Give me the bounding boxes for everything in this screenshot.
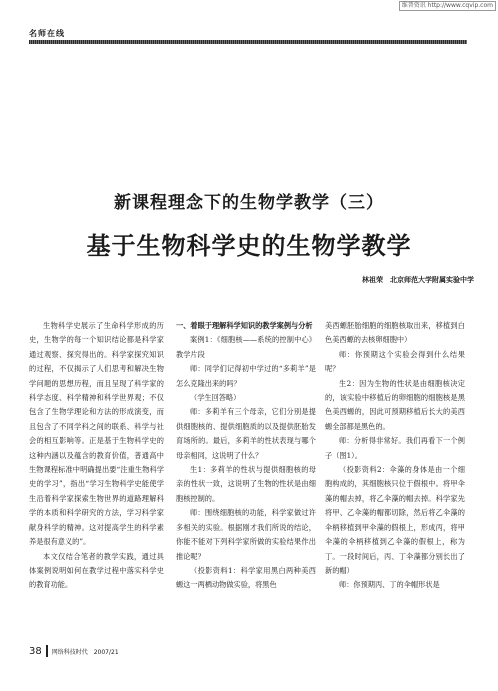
paragraph: 师：同学们记得初中学过的“多莉羊”是怎么克隆出来的吗？ [176, 364, 316, 388]
paragraph: 师：多莉羊有三个母亲，它们分别是提供细胞核的、提供细胞质的以及提供胚胎发育场所的。最后，多莉羊的性状表现与哪个母亲相同，这说明了什么？ [176, 407, 316, 460]
paragraph: 生1：多莉羊的性状与提供细胞核的母亲的性状一致，这说明了生物的性状是由细胞核控制的。 [176, 465, 316, 503]
watermark: 维普资讯 http://www.cqvip.com [399, 1, 496, 11]
header-divider [29, 40, 467, 44]
paragraph: （投影资料2：伞藻的身体是由一个细胞构成的，其细胞核只位于假根中。将甲伞藻的帽去掉，将乙伞藻的帽去掉。科学家先将甲、乙伞藻的帽都切除，然后将乙伞藻的伞柄移植到甲伞藻的假根上，形成丙，将甲伞藻的伞柄移植到乙伞藻的假根上，称为丁。一段时间后，丙、丁伞藻都分别长出了新的帽） [325, 465, 465, 575]
paragraph: 师：分析得非常好。我们再看下一个例子（图1）。 [325, 436, 465, 460]
article-title: 基于生物科学史的生物学教学 [86, 231, 412, 260]
column-right [325, 319, 465, 593]
paragraph: 师：你预期丙、丁的伞帽形状是 [339, 580, 440, 590]
paragraph: （投影资料1：科学家用黑白两种美西螈这一两栖动物做实验，将黑色 [176, 565, 316, 590]
paragraph: 美西螈胚胎细胞的细胞核取出来，移植到白色美西螈的去核卵细胞中） [325, 321, 465, 345]
footer-divider [46, 645, 48, 657]
paragraph: （学生回答略） [190, 393, 241, 403]
journal-info: 网络科技时代 2007/21 [51, 648, 119, 656]
paragraph: 师：你预期这个实验会得到什么结果呢？ [325, 349, 465, 374]
paragraph: 生物科学史展示了生命科学形成的历史，生物学的每一个知识结论都是科学家通过观察、探究得出的。科学家探究知识的过程，不仅揭示了人们思考和解决生物学问题的思想历程，而且呈现了科学家的科学态度、科学精神和科学世界观；不仅包含了生物学理论和方法的形成演变，而且包含了不同学科之间的联系、科学与社会的相互影响等。正是基于生物科学史的这种内涵以及蕴含的教育价值，普通高中生物课程标准中明确提出要“注重生物科学史的学习”，指出“学习生物科学史能使学生沿着科学家探索生物世界的道路理解科学的本质和科学研究的方法，学习科学家献身科学的精神。这对提高学生的科学素养是很有意义的”。 [29, 321, 164, 547]
paragraph: 生2：因为生物的性状是由细胞核决定的，该实验中移植后的卵细胞的细胞核是黑色美西螈的，因此可预期移植后长大的美西螈全部都是黑色的。 [325, 378, 465, 431]
section-label: 名师在线 [29, 29, 65, 38]
series-title: 新课程理念下的生物学教学（三） [114, 193, 384, 213]
column-left [29, 319, 164, 593]
column-middle [176, 319, 316, 593]
page-footer [29, 645, 119, 657]
section-heading: 一、着眼于理解科学知识的教学案例与分析 [176, 321, 313, 330]
paragraph: 师：围绕细胞核的功能，科学家做过许多相关的实验。根据刚才我们所说的结论，你能不能对下列科学家所做的实验结果作出推论呢？ [176, 508, 316, 561]
author-byline: 林祖荣 北京师范大学附属实验中学 [362, 276, 474, 284]
case-heading: 案例1：《细胞核——系统的控制中心》教学片段 [176, 335, 316, 359]
page-number: 38 [29, 645, 42, 657]
paragraph: 本文仅结合笔者的教学实践，通过具体案例说明如何在教学过程中落实科学史的教育功能。 [29, 551, 164, 590]
